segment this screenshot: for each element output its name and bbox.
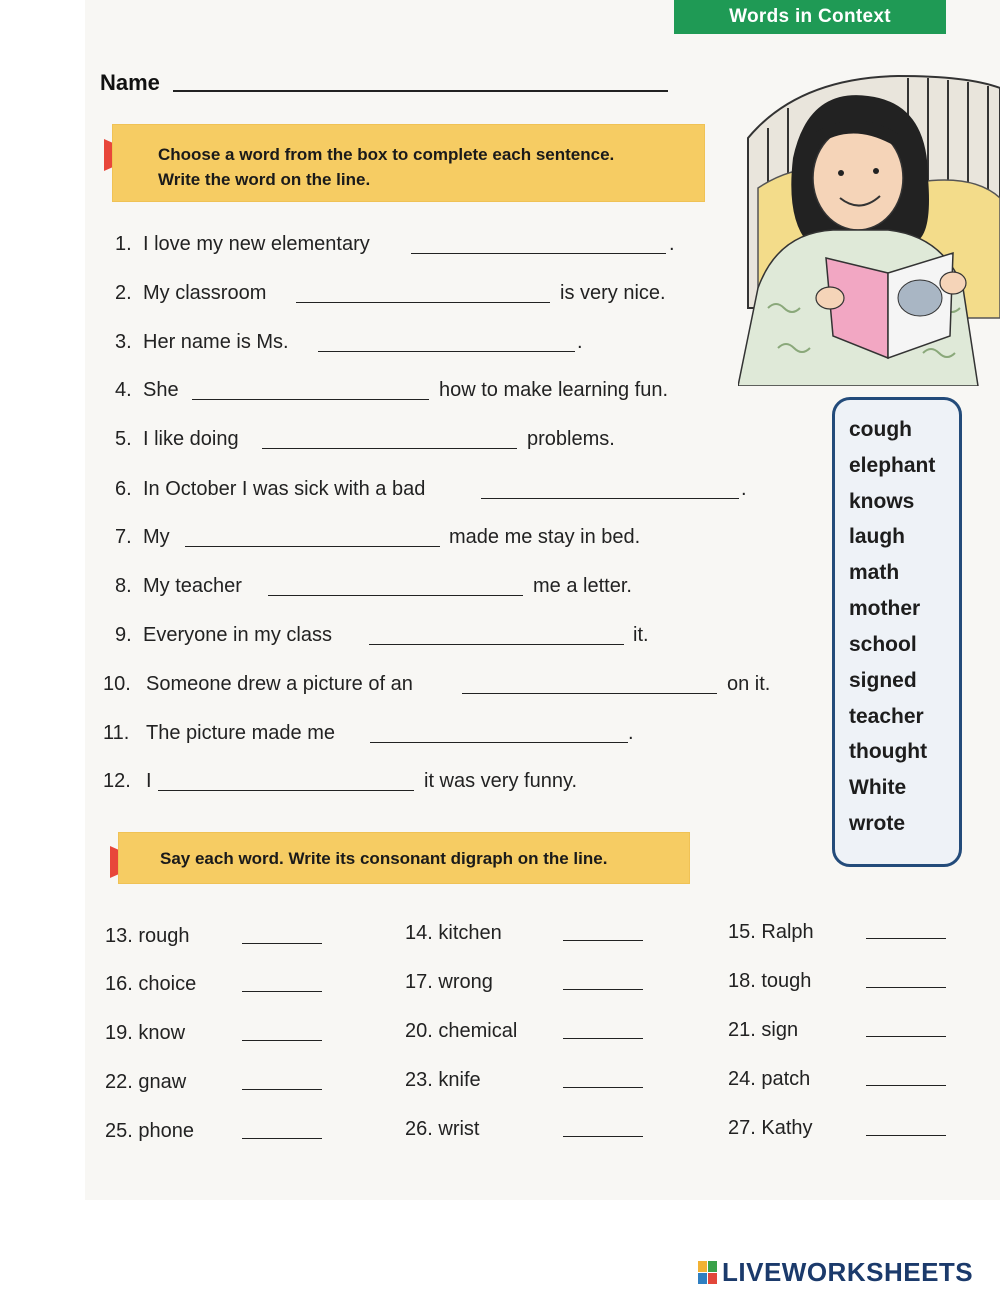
word-box-item: mother: [849, 597, 921, 620]
digraph-blank-21[interactable]: [866, 1036, 946, 1037]
digraph-blank-15[interactable]: [866, 938, 946, 939]
digraph-blank-14[interactable]: [563, 940, 643, 941]
digraph-blank-19[interactable]: [242, 1040, 322, 1041]
sentence-1: 1. I love my new elementary .: [115, 233, 675, 255]
digraph-blank-23[interactable]: [563, 1087, 643, 1088]
digraph-blank-13[interactable]: [242, 943, 322, 944]
sentence-11: 11. The picture made me .: [103, 722, 634, 744]
digraph-blank-16[interactable]: [242, 991, 322, 992]
digraph-item-15: 15. Ralph: [728, 921, 814, 943]
instruction-banner: [112, 124, 705, 202]
digraph-blank-22[interactable]: [242, 1089, 322, 1090]
name-line[interactable]: [173, 90, 668, 92]
digraph-item-24: 24. patch: [728, 1068, 811, 1090]
digraph-item-23: 23. knife: [405, 1069, 481, 1091]
name-label: Name: [100, 70, 160, 95]
word-box-item: White: [849, 776, 907, 799]
sentence-9: 9. Everyone in my class it.: [115, 624, 649, 646]
word-box-item: laugh: [849, 525, 905, 548]
word-box-item: signed: [849, 669, 917, 692]
digraph-item-26: 26. wrist: [405, 1118, 480, 1140]
word-box-item: wrote: [849, 812, 906, 835]
digraph-item-21: 21. sign: [728, 1019, 799, 1041]
digraph-blank-20[interactable]: [563, 1038, 643, 1039]
sentence-6: 6. In October I was sick with a bad .: [115, 478, 747, 500]
word-box-item: cough: [849, 418, 912, 441]
answer-blank-9[interactable]: [369, 644, 624, 645]
sentence-3: 3. Her name is Ms. .: [115, 331, 583, 353]
section-tab: Words in Context: [674, 0, 946, 34]
answer-blank-11[interactable]: [370, 742, 628, 743]
word-box-item: elephant: [849, 454, 936, 477]
answer-blank-7[interactable]: [185, 546, 440, 547]
digraph-item-16: 16. choice: [105, 973, 197, 995]
sentence-2: 2. My classroom is very nice.: [115, 282, 666, 304]
answer-blank-3[interactable]: [318, 351, 575, 352]
answer-blank-5[interactable]: [262, 448, 517, 449]
digraph-item-18: 18. tough: [728, 970, 812, 992]
digraph-item-13: 13. rough: [105, 925, 190, 947]
answer-blank-10[interactable]: [462, 693, 717, 694]
digraph-blank-27[interactable]: [866, 1135, 946, 1136]
digraph-blank-25[interactable]: [242, 1138, 322, 1139]
instruction-banner-2: [118, 832, 690, 884]
digraph-item-27: 27. Kathy: [728, 1117, 813, 1139]
digraph-blank-24[interactable]: [866, 1085, 946, 1086]
digraph-item-20: 20. chemical: [405, 1020, 518, 1042]
answer-blank-8[interactable]: [268, 595, 523, 596]
digraph-blank-18[interactable]: [866, 987, 946, 988]
digraph-item-19: 19. know: [105, 1022, 186, 1044]
word-box-item: school: [849, 633, 917, 656]
instruction-line-2: Write the word on the line.: [158, 170, 371, 189]
sentence-7: 7. My made me stay in bed.: [115, 526, 641, 548]
digraph-item-14: 14. kitchen: [405, 922, 502, 944]
digraph-blank-26[interactable]: [563, 1136, 643, 1137]
logo-text: LIVEWORKSHEETS: [722, 1257, 974, 1287]
sentence-10: 10. Someone drew a picture of an on it.: [103, 673, 771, 695]
instruction-line: Say each word. Write its consonant digraph on the line.: [160, 849, 608, 868]
sentence-12: 12. I it was very funny.: [103, 770, 578, 792]
logo-icon: [698, 1261, 718, 1285]
answer-blank-1[interactable]: [411, 253, 666, 254]
liveworksheets-logo: [698, 1257, 973, 1288]
answer-blank-4[interactable]: [192, 399, 429, 400]
word-box-item: math: [849, 561, 900, 584]
digraph-item-17: 17. wrong: [405, 971, 493, 993]
answer-blank-12[interactable]: [158, 790, 414, 791]
instruction-line-1: Choose a word from the box to complete each sentence.: [158, 145, 615, 164]
answer-blank-2[interactable]: [296, 302, 550, 303]
word-box-item: teacher: [849, 705, 924, 728]
answer-blank-6[interactable]: [481, 498, 739, 499]
digraph-item-22: 22. gnaw: [105, 1071, 187, 1093]
word-box-item: knows: [849, 490, 915, 513]
word-box-item: thought: [849, 740, 928, 763]
digraph-blank-17[interactable]: [563, 989, 643, 990]
sentence-5: 5. I like doing problems.: [115, 428, 615, 450]
sentence-4: 4. She how to make learning fun.: [115, 379, 669, 401]
sentence-8: 8. My teacher me a letter.: [115, 575, 632, 597]
digraph-item-25: 25. phone: [105, 1120, 194, 1142]
